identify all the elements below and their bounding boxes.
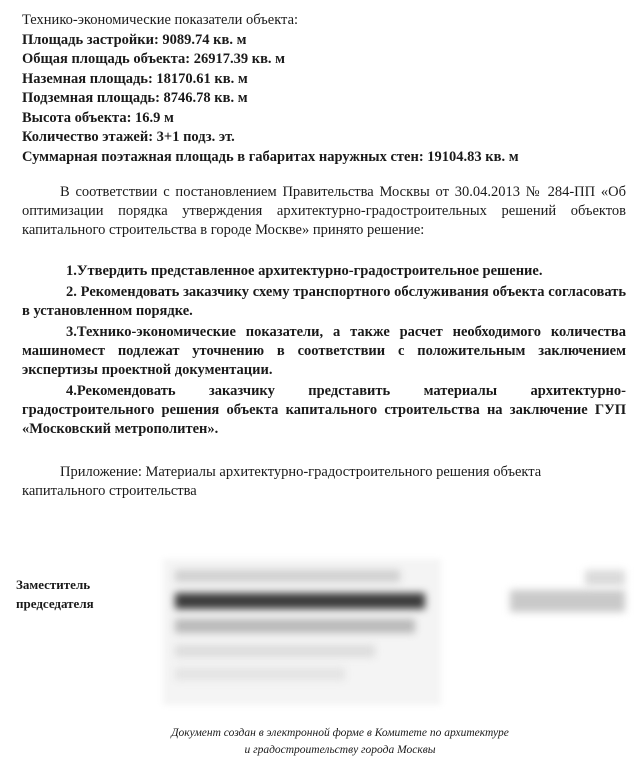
decision-item: 2. Рекомендовать заказчику схему транспортного обслуживания объекта согласовать в установленном порядке.	[22, 284, 626, 319]
redacted-line	[175, 619, 415, 633]
redacted-line	[175, 593, 425, 609]
attachment-note: Приложение: Материалы архитектурно-градостроительного решения объекта капитального строительства	[22, 464, 542, 499]
indicators-heading: Технико-экономические показатели объекта:	[22, 12, 299, 28]
indicator-row: Общая площадь объекта: 26917.39 кв. м	[22, 51, 286, 67]
redacted-line	[175, 570, 400, 582]
indicator-row: Подземная площадь: 8746.78 кв. м	[22, 90, 248, 106]
signatory-title-line2: председателя	[16, 596, 94, 611]
signatory-title	[16, 575, 94, 613]
redacted-line	[175, 668, 345, 680]
decision-items	[22, 262, 626, 441]
indicator-row: Площадь застройки: 9089.74 кв. м	[22, 31, 247, 48]
indicator-row: Количество этажей: 3+1 подз. эт.	[22, 129, 235, 145]
decision-item: 4.Рекомендовать заказчику представить материалы архитектурно-градостроительного решения объекта капитального строительства на заключение ГУП «Московский метрополитен».	[22, 383, 626, 437]
indicator-row: Суммарная поэтажная площадь в габаритах наружных стен: 19104.83 кв. м	[22, 148, 519, 165]
redacted-name	[510, 590, 625, 612]
decision-item: 1.Утвердить представленное архитектурно-градостроительное решение.	[66, 263, 543, 279]
footer-line2: и градостроительству города Москвы	[244, 744, 436, 756]
decision-intro: В соответствии с постановлением Правительства Москвы от 30.04.2013 № 284-ПП «Об оптимизации порядка утверждения архитектурно-градостроительных решений объектов капитального строительства в городе Москве» принято решение:	[22, 184, 626, 238]
technical-indicators	[22, 11, 632, 167]
decision-item: 3.Технико-экономические показатели, а также расчет необходимого количества машиномест подлежат уточнению в соответствии с положительным заключением экспертизы проектной документации.	[22, 324, 626, 378]
indicator-row: Наземная площадь: 18170.61 кв. м	[22, 70, 248, 87]
redacted-line	[175, 645, 375, 657]
footer-line1: Документ создан в электронной форме в Комитете по архитектуре	[171, 727, 509, 739]
electronic-document-footer	[130, 725, 550, 759]
signatory-title-line1: Заместитель	[16, 577, 91, 592]
indicator-row: Высота объекта: 16.9 м	[22, 109, 174, 126]
redacted-name	[585, 570, 625, 586]
